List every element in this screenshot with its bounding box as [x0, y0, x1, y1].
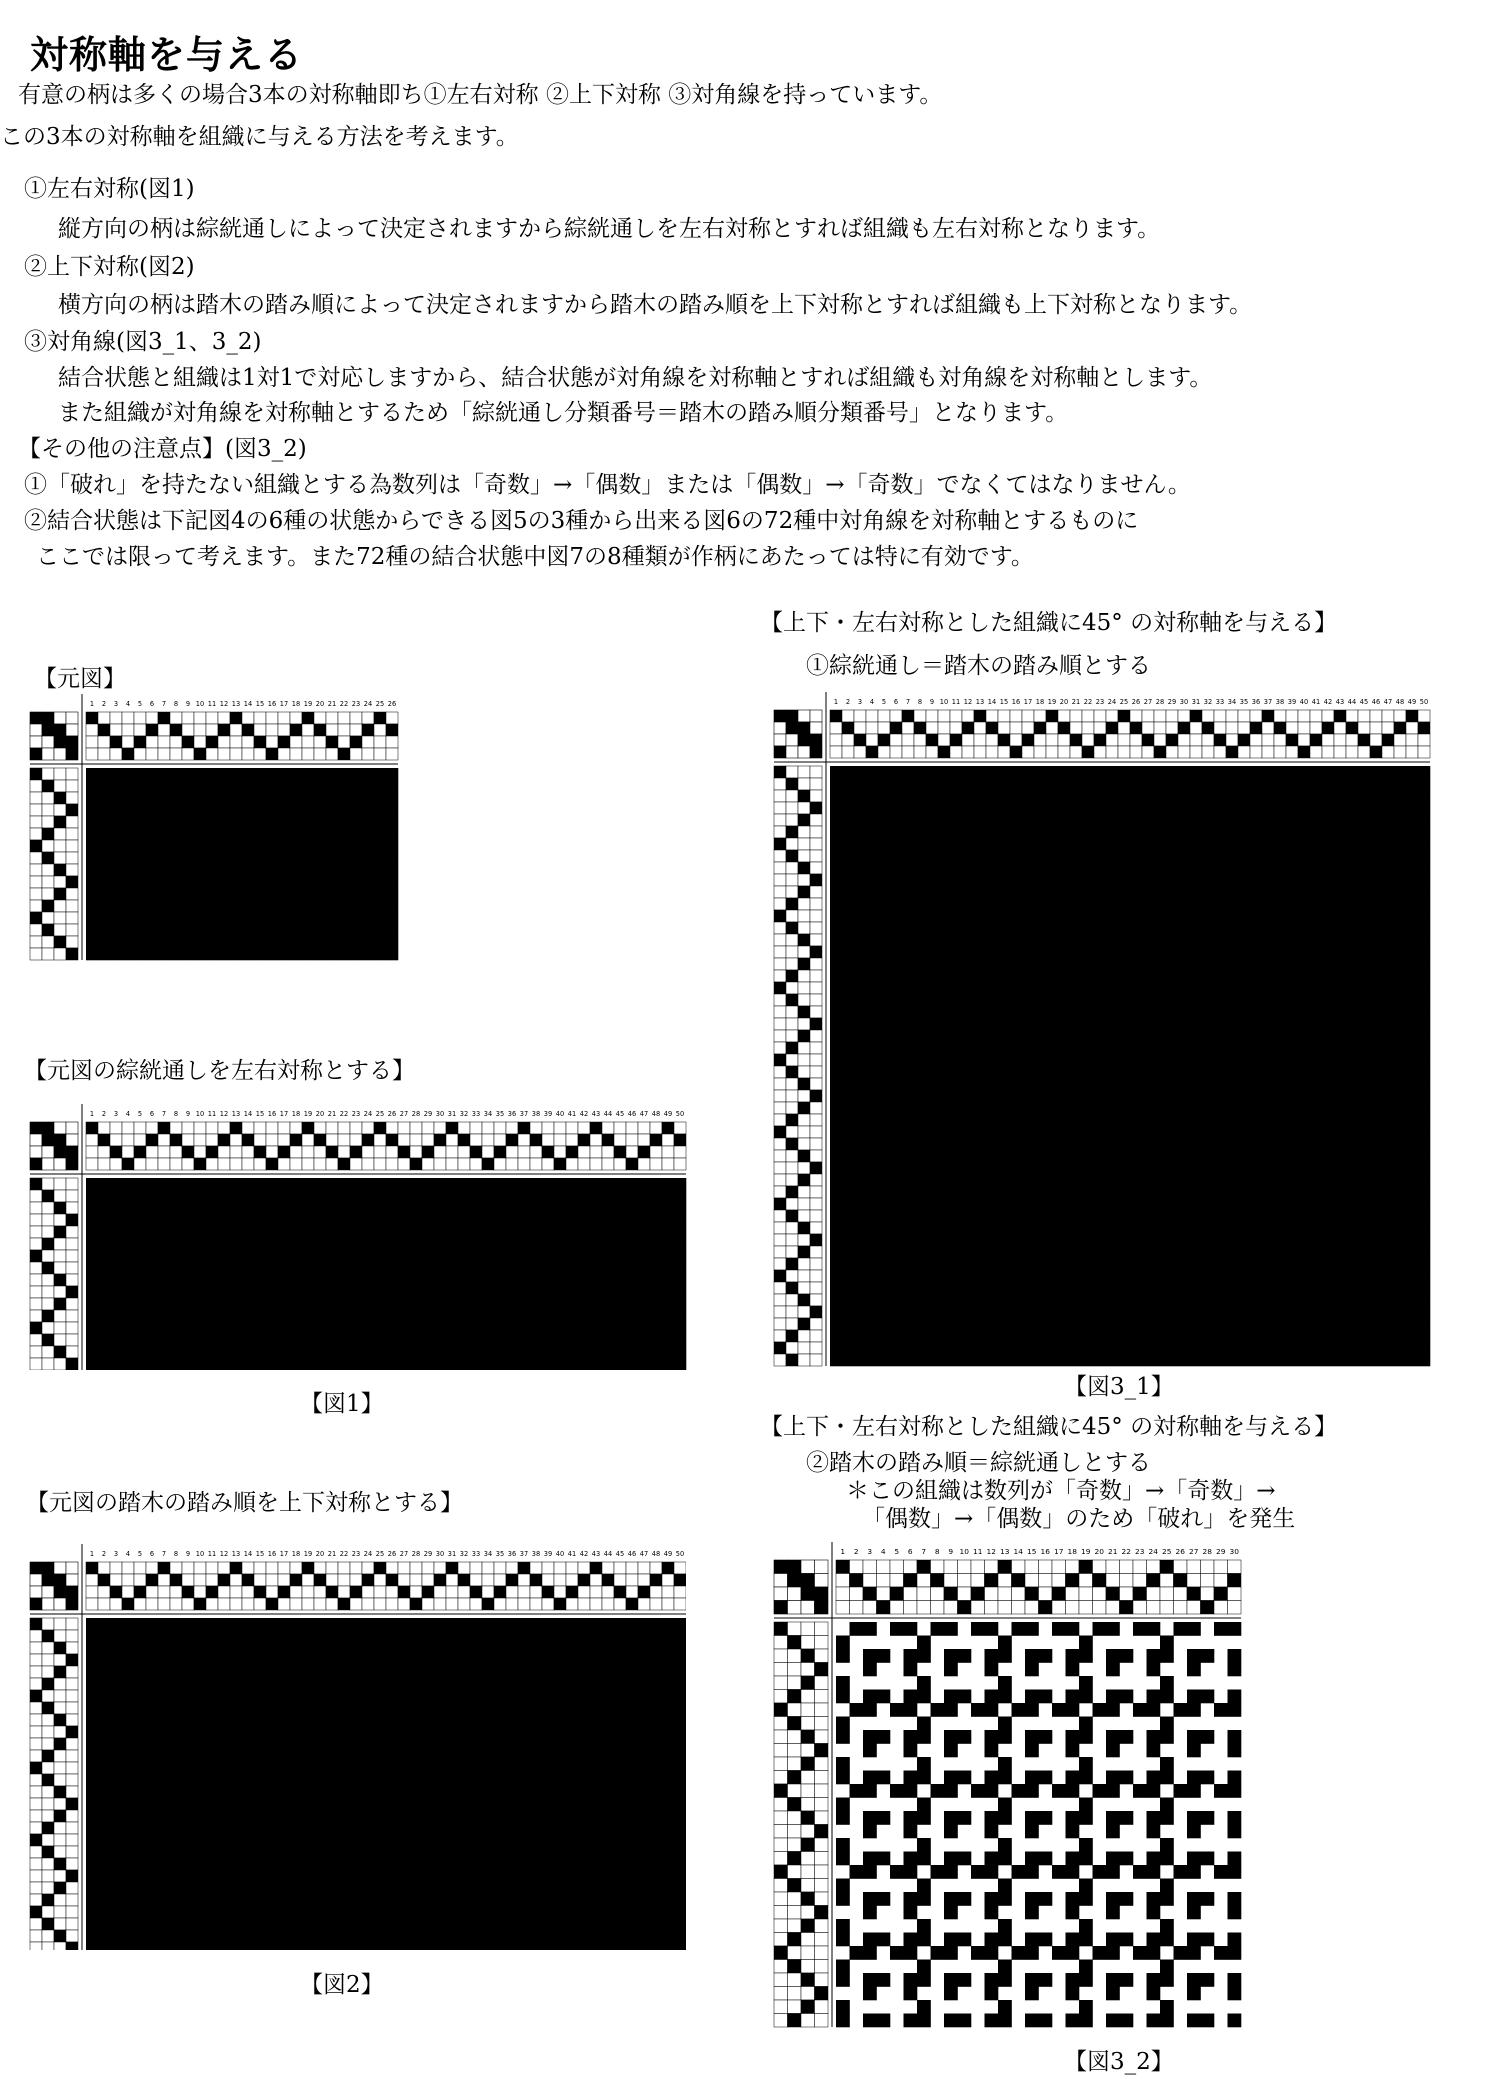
svg-text:10: 10 — [940, 698, 948, 706]
svg-text:1: 1 — [90, 700, 94, 708]
svg-text:17: 17 — [280, 1550, 288, 1558]
svg-text:29: 29 — [424, 1110, 432, 1118]
fig-diag2-note-2: 「偶数」→「偶数」のため「破れ」を発生 — [862, 1500, 1295, 1533]
svg-text:22: 22 — [340, 700, 348, 708]
svg-text:45: 45 — [616, 1110, 624, 1118]
svg-text:46: 46 — [1372, 698, 1380, 706]
svg-text:16: 16 — [268, 700, 276, 708]
svg-text:4: 4 — [870, 698, 874, 706]
svg-text:20: 20 — [316, 700, 324, 708]
fig-diag1-draft — [770, 688, 1470, 1368]
fig-diag1-caption: 【上下・左右対称とした組織に45° の対称軸を与える】 — [760, 604, 1337, 637]
fig-diag2-grid — [774, 1542, 1241, 2027]
intro-line-1: 有意の柄は多くの場合3本の対称軸即ち①左右対称 ②上下対称 ③対角線を持っています。 — [18, 80, 942, 110]
svg-text:11: 11 — [208, 700, 216, 708]
svg-text:43: 43 — [592, 1110, 600, 1118]
svg-text:21: 21 — [328, 1550, 336, 1558]
svg-text:5: 5 — [138, 1550, 142, 1558]
svg-text:17: 17 — [280, 700, 288, 708]
svg-text:12: 12 — [964, 698, 972, 706]
svg-text:27: 27 — [400, 1110, 408, 1118]
svg-text:42: 42 — [1324, 698, 1332, 706]
svg-text:5: 5 — [138, 1110, 142, 1118]
svg-text:40: 40 — [556, 1110, 564, 1118]
svg-text:32: 32 — [1204, 698, 1212, 706]
fig-ud-caption: 【元図の踏木の踏み順を上下対称とする】 — [26, 1484, 463, 1517]
svg-text:19: 19 — [304, 700, 312, 708]
svg-text:50: 50 — [676, 1110, 684, 1118]
svg-text:49: 49 — [1408, 698, 1416, 706]
svg-text:17: 17 — [1024, 698, 1032, 706]
svg-text:47: 47 — [640, 1110, 648, 1118]
svg-text:49: 49 — [664, 1110, 672, 1118]
svg-text:41: 41 — [568, 1550, 576, 1558]
svg-text:28: 28 — [412, 1110, 420, 1118]
svg-text:21: 21 — [328, 1110, 336, 1118]
fig-lr-caption: 【元図の綜絖通しを左右対称とする】 — [24, 1052, 415, 1085]
svg-text:28: 28 — [1156, 698, 1164, 706]
svg-text:6: 6 — [150, 1110, 154, 1118]
svg-text:24: 24 — [1108, 698, 1116, 706]
svg-text:35: 35 — [496, 1110, 504, 1118]
svg-text:27: 27 — [1144, 698, 1152, 706]
svg-text:25: 25 — [1120, 698, 1128, 706]
svg-text:18: 18 — [1036, 698, 1044, 706]
svg-text:14: 14 — [244, 700, 252, 708]
svg-text:16: 16 — [268, 1110, 276, 1118]
svg-text:36: 36 — [508, 1110, 516, 1118]
intro-line-2: この3本の対称軸を組織に与える方法を考えます。 — [0, 122, 519, 152]
svg-text:34: 34 — [484, 1550, 492, 1558]
svg-text:20: 20 — [1060, 698, 1068, 706]
svg-text:17: 17 — [280, 1110, 288, 1118]
svg-text:2: 2 — [102, 700, 106, 708]
svg-text:37: 37 — [1264, 698, 1272, 706]
svg-text:4: 4 — [126, 700, 130, 708]
fig-ud-draft — [26, 1540, 686, 1950]
fig-1-label: 【図1】 — [300, 1385, 384, 1418]
svg-text:29: 29 — [1168, 698, 1176, 706]
svg-text:31: 31 — [448, 1110, 456, 1118]
svg-text:26: 26 — [388, 1110, 396, 1118]
svg-text:28: 28 — [412, 1550, 420, 1558]
svg-text:26: 26 — [1132, 698, 1140, 706]
svg-text:6: 6 — [150, 700, 154, 708]
section-diag-text-2: また組織が対角線を対称軸とするため「綜絖通し分類番号＝踏木の踏み順分類番号」となります。 — [58, 398, 1068, 428]
svg-text:42: 42 — [580, 1550, 588, 1558]
svg-text:46: 46 — [628, 1110, 636, 1118]
svg-text:50: 50 — [676, 1550, 684, 1558]
svg-text:39: 39 — [1288, 698, 1296, 706]
svg-text:7: 7 — [162, 1550, 166, 1558]
note-2-cont: ここでは限って考えます。また72種の結合状態中図7の8種類が作柄にあたっては特に有効です。 — [36, 542, 1034, 572]
svg-text:33: 33 — [1216, 698, 1224, 706]
svg-text:45: 45 — [616, 1550, 624, 1558]
svg-text:26: 26 — [388, 700, 396, 708]
svg-text:48: 48 — [652, 1110, 660, 1118]
svg-text:40: 40 — [556, 1550, 564, 1558]
svg-text:20: 20 — [316, 1550, 324, 1558]
svg-text:24: 24 — [364, 700, 372, 708]
section-lr-heading: ①左右対称(図1) — [24, 174, 195, 204]
svg-text:47: 47 — [1384, 698, 1392, 706]
svg-text:18: 18 — [292, 1110, 300, 1118]
svg-text:22: 22 — [340, 1550, 348, 1558]
svg-text:14: 14 — [244, 1110, 252, 1118]
svg-text:8: 8 — [174, 1550, 178, 1558]
svg-text:50: 50 — [1420, 698, 1428, 706]
svg-text:34: 34 — [1228, 698, 1236, 706]
svg-text:7: 7 — [162, 1110, 166, 1118]
svg-text:3: 3 — [114, 1110, 118, 1118]
svg-text:9: 9 — [930, 698, 934, 706]
section-lr-text: 縦方向の柄は綜絖通しによって決定されますから綜絖通しを左右対称とすれば組織も左右対称となります。 — [58, 214, 1160, 244]
section-ud-text: 横方向の柄は踏木の踏み順によって決定されますから踏木の踏み順を上下対称とすれば組織も上下対称となります。 — [58, 290, 1252, 320]
svg-text:13: 13 — [232, 700, 240, 708]
svg-text:2: 2 — [102, 1550, 106, 1558]
svg-text:31: 31 — [1192, 698, 1200, 706]
svg-text:46: 46 — [628, 1550, 636, 1558]
page-title: 対称軸を与える — [30, 24, 303, 79]
svg-text:30: 30 — [436, 1110, 444, 1118]
fig-lr-grid — [30, 1104, 686, 1370]
svg-text:42: 42 — [580, 1110, 588, 1118]
fig-3-2-label: 【図3_2】 — [1064, 2043, 1174, 2076]
svg-text:23: 23 — [352, 700, 360, 708]
fig-ud-grid — [30, 1544, 686, 1950]
svg-text:43: 43 — [592, 1550, 600, 1558]
section-diag-heading: ③対角線(図3_1、3_2) — [24, 327, 261, 357]
svg-text:30: 30 — [1180, 698, 1188, 706]
svg-text:32: 32 — [460, 1110, 468, 1118]
svg-text:19: 19 — [304, 1110, 312, 1118]
fig-diag2-caption: 【上下・左右対称とした組織に45° の対称軸を与える】 — [760, 1408, 1337, 1441]
svg-text:12: 12 — [220, 1110, 228, 1118]
svg-text:35: 35 — [496, 1550, 504, 1558]
svg-text:34: 34 — [484, 1110, 492, 1118]
svg-text:18: 18 — [292, 1550, 300, 1558]
svg-text:16: 16 — [1012, 698, 1020, 706]
svg-text:36: 36 — [1252, 698, 1260, 706]
svg-text:40: 40 — [1300, 698, 1308, 706]
fig-diag2-draft — [770, 1538, 1290, 2038]
svg-text:24: 24 — [364, 1110, 372, 1118]
svg-text:15: 15 — [256, 1550, 264, 1558]
svg-text:31: 31 — [448, 1550, 456, 1558]
svg-text:44: 44 — [1348, 698, 1356, 706]
svg-text:18: 18 — [292, 700, 300, 708]
svg-text:14: 14 — [988, 698, 996, 706]
svg-text:37: 37 — [520, 1550, 528, 1558]
fig-original-caption: 【元図】 — [34, 660, 126, 693]
svg-text:25: 25 — [376, 1110, 384, 1118]
svg-text:13: 13 — [976, 698, 984, 706]
svg-text:6: 6 — [894, 698, 898, 706]
fig-2-label: 【図2】 — [300, 1966, 384, 1999]
svg-text:4: 4 — [126, 1550, 130, 1558]
svg-text:21: 21 — [328, 700, 336, 708]
svg-text:32: 32 — [460, 1550, 468, 1558]
svg-text:1: 1 — [834, 698, 838, 706]
svg-text:20: 20 — [316, 1110, 324, 1118]
svg-text:30: 30 — [436, 1550, 444, 1558]
svg-text:5: 5 — [882, 698, 886, 706]
svg-text:48: 48 — [652, 1550, 660, 1558]
note-2: ②結合状態は下記図4の6種の状態からできる図5の3種から出来る図6の72種中対角線を対称軸とするものに — [24, 506, 1138, 536]
svg-text:7: 7 — [906, 698, 910, 706]
svg-text:10: 10 — [196, 1550, 204, 1558]
svg-text:26: 26 — [388, 1550, 396, 1558]
fig-diag2-note-1: ＊この組織は数列が「奇数」→「奇数」→ — [846, 1472, 1276, 1505]
svg-text:6: 6 — [150, 1550, 154, 1558]
svg-text:4: 4 — [126, 1110, 130, 1118]
svg-text:15: 15 — [1000, 698, 1008, 706]
svg-text:41: 41 — [568, 1110, 576, 1118]
svg-text:7: 7 — [162, 700, 166, 708]
svg-text:2: 2 — [102, 1110, 106, 1118]
svg-text:44: 44 — [604, 1110, 612, 1118]
fig-diag1-grid — [774, 692, 1430, 1366]
svg-text:13: 13 — [232, 1110, 240, 1118]
fig-original-draft — [26, 690, 446, 980]
svg-text:23: 23 — [352, 1110, 360, 1118]
svg-text:10: 10 — [196, 1110, 204, 1118]
svg-text:3: 3 — [114, 700, 118, 708]
svg-text:12: 12 — [220, 1550, 228, 1558]
svg-text:9: 9 — [186, 1550, 190, 1558]
svg-text:3: 3 — [858, 698, 862, 706]
fig-3-1-label: 【図3_1】 — [1064, 1368, 1174, 1401]
svg-text:16: 16 — [268, 1550, 276, 1558]
svg-text:49: 49 — [664, 1550, 672, 1558]
svg-text:11: 11 — [952, 698, 960, 706]
svg-text:25: 25 — [376, 700, 384, 708]
section-diag-text-1: 結合状態と組織は1対1で対応しますから、結合状態が対角線を対称軸とすれば組織も対角線を対称軸とします。 — [58, 363, 1212, 393]
svg-text:23: 23 — [352, 1550, 360, 1558]
svg-text:41: 41 — [1312, 698, 1320, 706]
svg-text:12: 12 — [220, 700, 228, 708]
svg-text:19: 19 — [304, 1550, 312, 1558]
fig-lr-draft — [26, 1100, 696, 1370]
svg-text:19: 19 — [1048, 698, 1056, 706]
svg-text:38: 38 — [1276, 698, 1284, 706]
svg-text:15: 15 — [256, 700, 264, 708]
svg-text:8: 8 — [918, 698, 922, 706]
svg-text:22: 22 — [1084, 698, 1092, 706]
svg-text:38: 38 — [532, 1550, 540, 1558]
svg-text:24: 24 — [364, 1550, 372, 1558]
note-1: ①「破れ」を持たない組織とする為数列は「奇数」→「偶数」または「偶数」→「奇数」でなくてはなりません。 — [24, 470, 1191, 500]
fig-diag1-sub: ①綜絖通し＝踏木の踏み順とする — [806, 647, 1151, 680]
svg-text:11: 11 — [208, 1550, 216, 1558]
svg-text:39: 39 — [544, 1550, 552, 1558]
svg-text:11: 11 — [208, 1110, 216, 1118]
svg-text:10: 10 — [196, 700, 204, 708]
svg-text:35: 35 — [1240, 698, 1248, 706]
svg-text:39: 39 — [544, 1110, 552, 1118]
svg-text:14: 14 — [244, 1550, 252, 1558]
svg-text:48: 48 — [1396, 698, 1404, 706]
svg-text:1: 1 — [90, 1110, 94, 1118]
svg-text:44: 44 — [604, 1550, 612, 1558]
svg-text:21: 21 — [1072, 698, 1080, 706]
svg-text:1: 1 — [90, 1550, 94, 1558]
svg-text:43: 43 — [1336, 698, 1344, 706]
svg-text:33: 33 — [472, 1550, 480, 1558]
svg-text:29: 29 — [424, 1550, 432, 1558]
svg-text:5: 5 — [138, 700, 142, 708]
svg-text:8: 8 — [174, 1110, 178, 1118]
svg-text:15: 15 — [256, 1110, 264, 1118]
svg-text:8: 8 — [174, 700, 178, 708]
svg-text:22: 22 — [340, 1110, 348, 1118]
fig-diag2-sub: ②踏木の踏み順＝綜絖通しとする — [806, 1444, 1151, 1477]
svg-text:27: 27 — [400, 1550, 408, 1558]
svg-text:38: 38 — [532, 1110, 540, 1118]
svg-text:33: 33 — [472, 1110, 480, 1118]
svg-text:47: 47 — [640, 1550, 648, 1558]
svg-text:13: 13 — [232, 1550, 240, 1558]
svg-text:9: 9 — [186, 700, 190, 708]
section-ud-heading: ②上下対称(図2) — [24, 252, 195, 282]
svg-text:23: 23 — [1096, 698, 1104, 706]
svg-text:25: 25 — [376, 1550, 384, 1558]
svg-text:2: 2 — [846, 698, 850, 706]
notes-heading: 【その他の注意点】(図3_2) — [18, 434, 307, 464]
svg-text:3: 3 — [114, 1550, 118, 1558]
svg-text:36: 36 — [508, 1550, 516, 1558]
svg-text:37: 37 — [520, 1110, 528, 1118]
svg-text:9: 9 — [186, 1110, 190, 1118]
svg-text:45: 45 — [1360, 698, 1368, 706]
fig-original-grid — [30, 694, 398, 960]
